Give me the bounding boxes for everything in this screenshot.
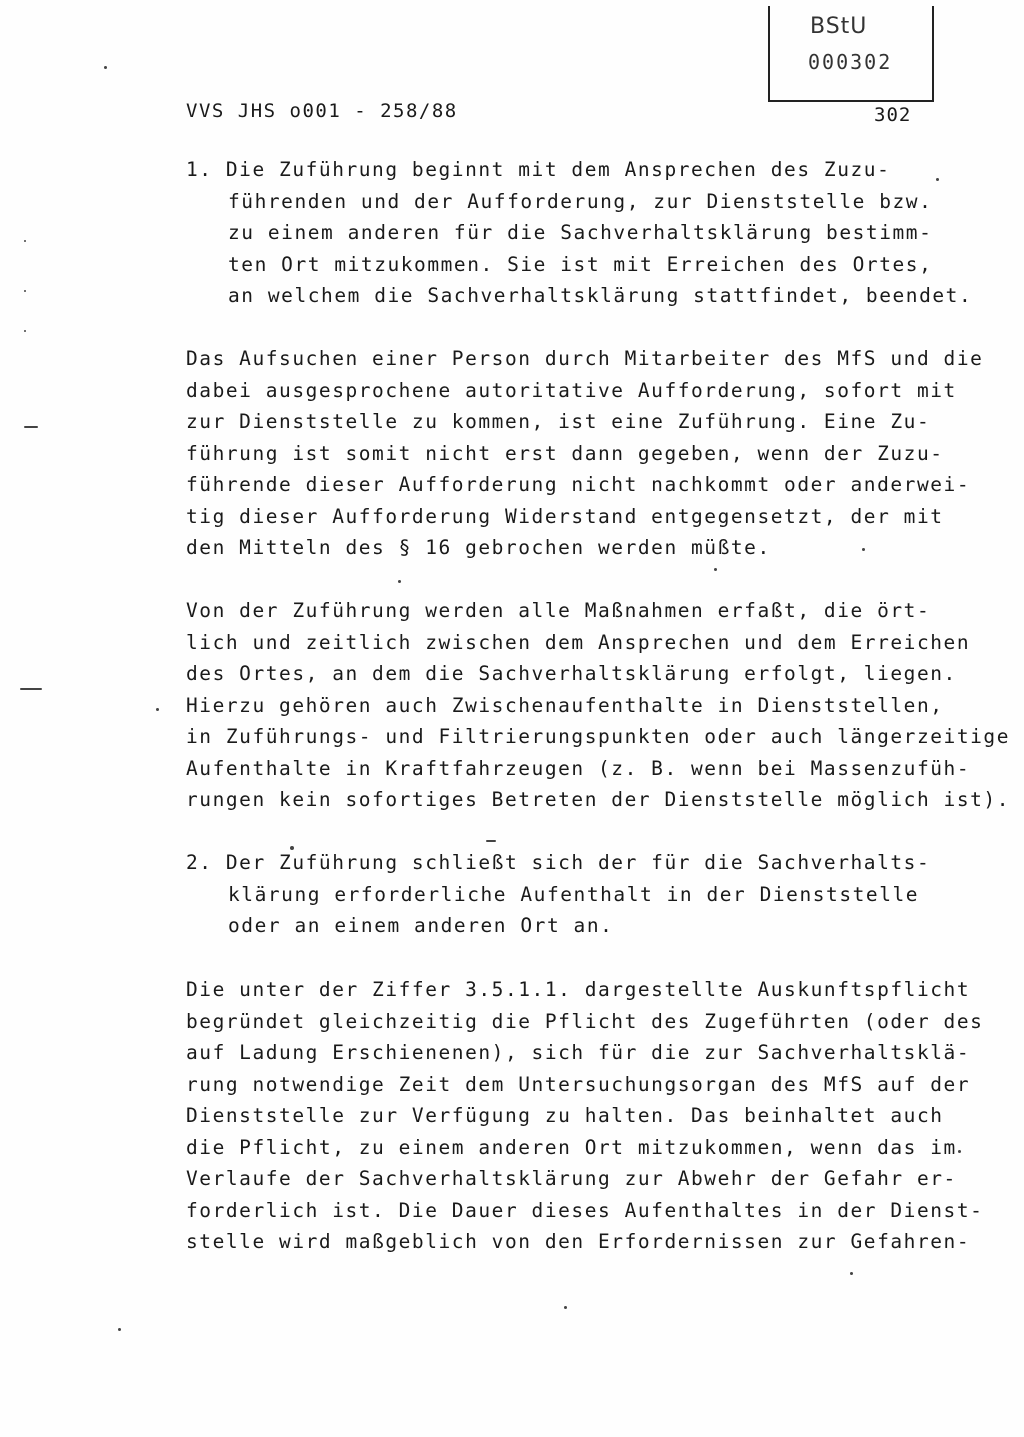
scan-speck bbox=[936, 178, 939, 181]
scan-speck bbox=[564, 1306, 567, 1309]
page-number: 302 bbox=[874, 104, 912, 126]
numbered-item-2 bbox=[186, 847, 986, 942]
text-line: Dienststelle zur Verfügung zu halten. Das beinhaltet auch bbox=[186, 1104, 944, 1127]
scan-speck bbox=[118, 1328, 121, 1331]
text-line: oder an einem anderen Ort an. bbox=[228, 914, 614, 937]
text-line: auf Ladung Erschienenen), sich für die zur Sachverhaltsklä- bbox=[186, 1041, 971, 1064]
scan-speck bbox=[290, 846, 294, 850]
scan-speck bbox=[958, 1150, 961, 1153]
scan-speck bbox=[156, 708, 159, 711]
scan-speck bbox=[850, 1272, 853, 1275]
text-line: führenden und der Aufforderung, zur Dienststelle bzw. bbox=[228, 189, 933, 213]
scan-speck bbox=[20, 688, 42, 690]
scan-speck bbox=[24, 290, 26, 292]
scan-speck bbox=[24, 240, 26, 242]
scan-speck bbox=[398, 580, 401, 583]
text-line: Das Aufsuchen einer Person durch Mitarbeiter des MfS und die bbox=[186, 347, 984, 370]
archive-stamp bbox=[768, 6, 934, 102]
text-line: ten Ort mitzukommen. Sie ist mit Erreichen des Ortes, bbox=[228, 252, 933, 276]
scan-speck bbox=[486, 840, 496, 842]
text-line: Aufenthalte in Kraftfahrzeugen (z. B. wenn bei Massenzufüh- bbox=[186, 756, 971, 780]
text-line: rung notwendige Zeit dem Untersuchungsorgan des MfS auf der bbox=[186, 1072, 971, 1096]
paragraph-3 bbox=[186, 595, 1010, 816]
text-line: führung ist somit nicht erst dann gegeben, wenn der Zuzu- bbox=[186, 441, 944, 465]
text-line: Von der Zuführung werden alle Maßnahmen erfaßt, die ört- bbox=[186, 599, 931, 622]
stamp-archive-label: BStU bbox=[810, 14, 868, 39]
scan-speck bbox=[104, 66, 107, 69]
text-line: Hierzu gehören auch Zwischenaufenthalte in Dienststellen, bbox=[186, 693, 944, 717]
text-line: 1. Die Zuführung beginnt mit dem Ansprechen des Zuzu- bbox=[186, 158, 891, 181]
text-line: dabei ausgesprochene autoritative Aufforderung, sofort mit bbox=[186, 378, 957, 402]
text-line: zu einem anderen für die Sachverhaltsklärung bestimm- bbox=[228, 221, 933, 244]
scan-speck bbox=[862, 548, 865, 551]
text-line: forderlich ist. Die Dauer dieses Aufenthaltes in der Dienst- bbox=[186, 1198, 984, 1222]
text-line: rungen kein sofortiges Betreten der Dienststelle möglich ist). bbox=[186, 788, 1010, 811]
scan-speck bbox=[24, 330, 26, 332]
text-line: in Zuführungs- und Filtrierungspunkten oder auch längerzeitige bbox=[186, 725, 1010, 748]
text-line: stelle wird maßgeblich von den Erfordernissen zur Gefahren- bbox=[186, 1230, 971, 1253]
document-reference: VVS JHS o001 - 258/88 bbox=[186, 100, 458, 122]
text-line: Verlaufe der Sachverhaltsklärung zur Abwehr der Gefahr er- bbox=[186, 1167, 957, 1190]
text-line: führende dieser Aufforderung nicht nachkommt oder anderwei- bbox=[186, 473, 971, 496]
text-line: an welchem die Sachverhaltsklärung stattfindet, beendet. bbox=[228, 284, 973, 307]
scan-speck bbox=[24, 426, 38, 428]
text-line: 2. Der Zuführung schließt sich der für die Sachverhalts- bbox=[186, 851, 931, 874]
text-line: den Mitteln des § 16 gebrochen werden müßte. bbox=[186, 536, 771, 559]
text-line: klärung erforderliche Aufenthalt in der Dienststelle bbox=[228, 882, 920, 906]
text-line: tig dieser Aufforderung Widerstand entgegensetzt, der mit bbox=[186, 504, 944, 528]
numbered-item-1 bbox=[186, 154, 986, 312]
text-line: lich und zeitlich zwischen dem Ansprechen und dem Erreichen bbox=[186, 630, 971, 654]
text-line: begründet gleichzeitig die Pflicht des Zugeführten (oder des bbox=[186, 1009, 984, 1033]
text-line: zur Dienststelle zu kommen, ist eine Zuführung. Eine Zu- bbox=[186, 410, 931, 433]
paragraph-5 bbox=[186, 974, 986, 1258]
stamp-page-number: 000302 bbox=[808, 50, 893, 74]
paragraph-2 bbox=[186, 343, 986, 564]
scan-speck bbox=[714, 568, 717, 571]
text-line: die Pflicht, zu einem anderen Ort mitzukommen, wenn das im bbox=[186, 1135, 957, 1159]
text-line: des Ortes, an dem die Sachverhaltsklärung erfolgt, liegen. bbox=[186, 662, 957, 685]
text-line: Die unter der Ziffer 3.5.1.1. dargestellte Auskunftspflicht bbox=[186, 978, 971, 1001]
